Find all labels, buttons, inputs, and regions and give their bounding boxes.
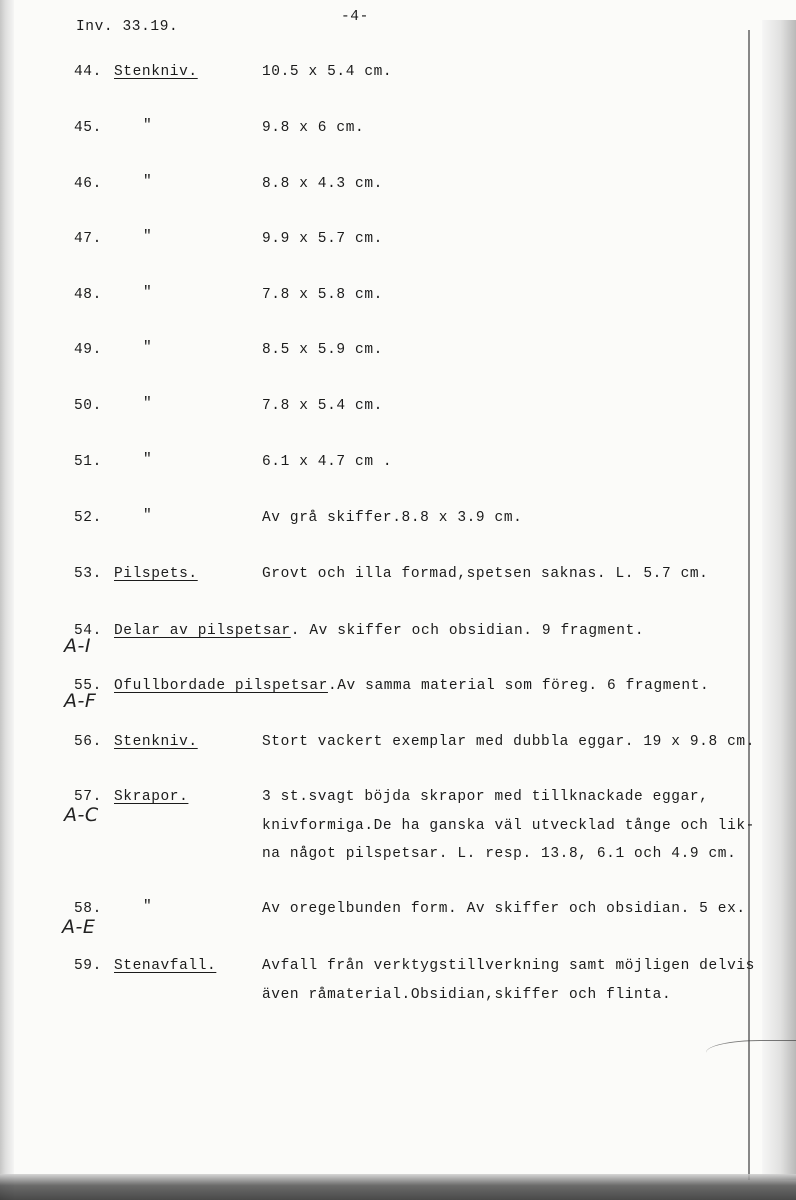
entry-number: 56.: [74, 734, 102, 750]
entry-number: 46.: [74, 176, 102, 192]
entry-number: 52.: [74, 510, 102, 526]
entry-description: Av oregelbunden form. Av skiffer och obsidian. 5 ex.: [262, 901, 746, 917]
handwritten-annotation: A-I: [64, 635, 91, 657]
entry-number: 53.: [74, 566, 102, 582]
ditto-mark: ": [143, 340, 153, 356]
entry-number: 49.: [74, 342, 102, 358]
entry-description: 7.8 x 5.8 cm.: [262, 287, 383, 303]
entry-description-line: na något pilspetsar. L. resp. 13.8, 6.1 och 4.9 cm.: [262, 846, 737, 862]
scan-right-edge: [762, 20, 796, 1180]
entry-name: Delar av pilspetsar: [114, 623, 291, 639]
entry-description-line: Avfall från verktygstillverkning samt möjligen delvis: [262, 958, 755, 974]
page-number: -4-: [341, 9, 369, 25]
scan-bottom-edge: [0, 1174, 796, 1200]
entry-description: 10.5 x 5.4 cm.: [262, 64, 393, 80]
entry-number: 59.: [74, 958, 102, 974]
entry-number: 58.: [74, 901, 102, 917]
entry-description: 9.9 x 5.7 cm.: [262, 231, 383, 247]
entry-description: 8.8 x 4.3 cm.: [262, 176, 383, 192]
entry-number: 50.: [74, 398, 102, 414]
entry-number: 51.: [74, 454, 102, 470]
handwritten-annotation: A-C: [64, 804, 99, 826]
ditto-mark: ": [143, 174, 153, 190]
entry-name: Skrapor.: [114, 789, 189, 805]
entry-name: Stenkniv.: [114, 64, 198, 80]
ditto-mark: ": [143, 229, 153, 245]
entry-number: 45.: [74, 120, 102, 136]
ditto-mark: ": [143, 118, 153, 134]
entry-description: . Av skiffer och obsidian. 9 fragment.: [290, 623, 645, 639]
entry-description: .Av samma material som föreg. 6 fragment.: [327, 678, 710, 694]
handwritten-annotation: A-E: [62, 916, 96, 938]
entry-number: 55.: [74, 678, 102, 694]
scan-left-edge: [0, 0, 14, 1200]
entry-name: Stenkniv.: [114, 734, 198, 750]
entry-text: [114, 677, 709, 695]
ditto-mark: ": [143, 396, 153, 412]
entry-name: Ofullbordade pilspetsar: [114, 678, 328, 694]
entry-number: 44.: [74, 64, 102, 80]
entry-description: Stort vackert exemplar med dubbla eggar. 19 x 9.8 cm.: [262, 734, 755, 750]
entry-number: 54.: [74, 623, 102, 639]
entry-description: 7.8 x 5.4 cm.: [262, 398, 383, 414]
entry-description: Grovt och illa formad,spetsen saknas. L. 5.7 cm.: [262, 566, 709, 582]
entry-description: 9.8 x 6 cm.: [262, 120, 365, 136]
entry-description: 8.5 x 5.9 cm.: [262, 342, 383, 358]
ditto-mark: ": [143, 452, 153, 468]
entry-description-line: knivformiga.De ha ganska väl utvecklad tånge och lik-: [262, 818, 755, 834]
entry-name: Stenavfall.: [114, 958, 217, 974]
inventory-number: Inv. 33.19.: [76, 19, 179, 35]
entry-number: 48.: [74, 287, 102, 303]
entry-text: [114, 622, 644, 640]
entry-description: 6.1 x 4.7 cm .: [262, 454, 393, 470]
entry-name: Pilspets.: [114, 566, 198, 582]
scan-fold-line: [748, 30, 750, 1180]
entry-description: Av grå skiffer.8.8 x 3.9 cm.: [262, 510, 523, 526]
scan-page-curl: [706, 1040, 796, 1061]
entry-description-line: även råmaterial.Obsidian,skiffer och flinta.: [262, 987, 672, 1003]
ditto-mark: ": [143, 508, 153, 524]
ditto-mark: ": [143, 285, 153, 301]
entry-number: 57.: [74, 789, 102, 805]
handwritten-annotation: A-F: [64, 690, 97, 712]
ditto-mark: ": [143, 899, 153, 915]
entry-description-line: 3 st.svagt böjda skrapor med tillknackade eggar,: [262, 789, 709, 805]
entry-number: 47.: [74, 231, 102, 247]
